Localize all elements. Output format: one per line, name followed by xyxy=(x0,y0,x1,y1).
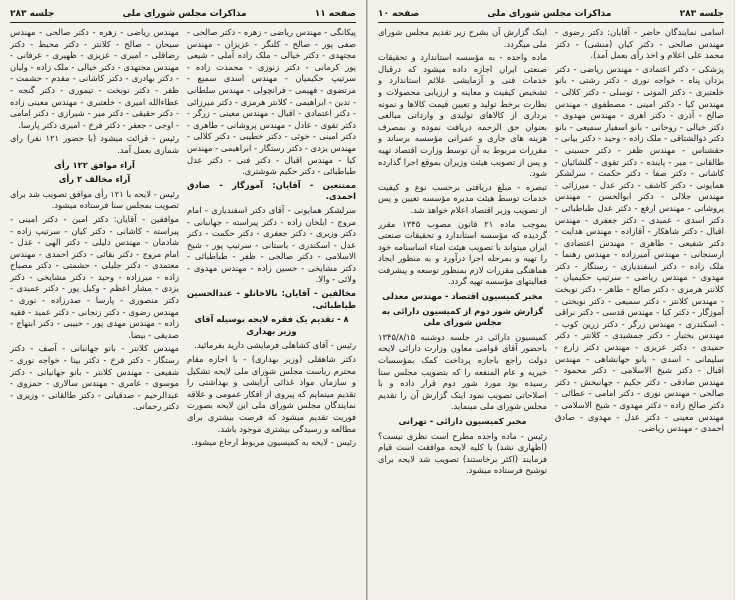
left-page xyxy=(0,0,367,600)
paragraph: مهندس ریاضی - زهره - دکتر صالحی - مهندس سیحان - صالح - کلانتر - دکتر محیط - دکتر رضاقلی - امیری - عزیزی - ظهیری - عرفانی - مهندس مجتهدی - دکتر خیالی - ملک زاده - ولیان - دکتر بهادری - دکتر کاشانی - مقدم - حشمت - ظفر - دکتر نوبخت - تیموری - دکتر گنجه - عطاءالله امیری - خلعتبری - مهندس معینی زاده - دکتر حقیقی - دکتر میر - شیرازی - دکتر امامی - اوجی - جعفر - دکتر فرخ - امیری دکتر پارسا. xyxy=(10,27,179,130)
left-session: جلسه ۲۸۳ xyxy=(10,9,55,19)
paragraph: دکتر شاهقلی (وزیر بهداری) - با اجازه مقام محترم ریاست مجلس شورای ملی لایحه تشکیل و سازمان مواد غذائی آرایشی و بهداشتی را تقدیم مینمایم که پیروی از افکار عمومی و علاقه نمایندگان مجلس شورای ملی این لایحه بصورت فوریت تقدیم میشود که فرصت بیشتری برای مطالعه و رسیدگی بیشتری موجود باشد. xyxy=(187,354,356,434)
right-page-header xyxy=(378,6,724,23)
paragraph: مخبر کمیسیون دارائی - تهرانی xyxy=(398,416,527,426)
right-page-left-column xyxy=(378,27,547,593)
paragraph: رئیس - آقای کشاهلی فرمایشی دارید بفرمائید. xyxy=(194,340,356,351)
paragraph: اسامی نمایندگان حاضر - آقایان: دکتر رضوی - مهندس صالحی - دکتر کیان (منشی) - دکتر محمد علی اعلام و اخذ رأی بعمل آمد). xyxy=(555,27,724,61)
left-page-right-column xyxy=(187,27,356,593)
paragraph: مخبر کمیسیون اقتصاد - مهندس معدلی xyxy=(382,291,543,302)
paragraph: کمیسیون دارائی در جلسه دوشنبه ۱۳۴۵/۸/۱۵ باحضور آقای قوامی معاون وزارت دارائی لایحه دولت راجع باجازه پرداخت کمک بمؤسسات خیریه و عام المنفعه را که بتصویب مجلس سنا رسیده بود مورد شور دوم قرار داده و با اصلاحاتی تصویب نمود اینک گزارش آن را تقدیم مجلس شورای ملی مینماید. xyxy=(378,331,547,412)
right-running-title: مذاکرات مجلس شورای ملی xyxy=(487,9,612,19)
paragraph: موافقین - آقایان: دکتر امین - دکتر امینی - پیراسته - کاشانی - دکتر کیان - سرتیپ زاده - شادمان - مهندس دلیلی - دکتر الهی - عدل - امام مروج - دکتر بقائی - دکتر احمدی - مهندس معتمدی - دکتر جلیلی - حشمتی - دکتر مصباح زاده - میرزاده - وحید - دکتر مشایخی - دکتر یزدی - مشار اعظم - وکیل پور - دکتر عمیدی - دکتر منصوری - پارسا - صدرزاده - نوری - مهندس رضوی - دکتر زنجانی - دکتر عمید - فقیه زاده - مهندس مهدی پور - حبیبی - دکتر ابتهاج - صدیقی - بیضا. xyxy=(10,213,179,340)
right-page-right-column xyxy=(555,27,724,593)
paragraph: ۸ - تقدیم یک فقره لایحه بوسیله آقای وزیر بهداری xyxy=(194,314,349,336)
paragraph: رئیس - قرائت میشود (با حضور ۱۲۱ نفر) رای شماری بعمل آمد. xyxy=(10,133,179,155)
paragraph: ماده واحده - به مؤسسه استاندارد و تحقیقات صنعتی ایران اجازه داده میشود که درقبال خدمات فنی و آزمایشی علائم استاندارد و تشخیص کیفیت و معاینه و ارزیابی محصولات و نظارت برخط تولید و تعیین قیمت کالاها و نمونه برداری از کالاهای تولیدی و وارداتی مبالغی بعنوان حق الزحمه دریافت نموده و بمصرف هزینه های جاری و عمرانی مؤسسه برساند و مقررات مربوط به آن توسط وزارت اقتصاد تهیه و پس از تصویب هیئت وزیران بموقع اجرا گذارده شود. xyxy=(378,52,547,179)
left-page-header xyxy=(10,6,356,23)
right-page-columns xyxy=(378,27,724,593)
paragraph: بموجب ماده ۲۱ قانون مصوب ۱۳۴۵ مقرر گردیده که مؤسسه استاندارد و تحقیقات صنعتی ایران میتواند با تصویب هیئت امناء اساسنامه خود را تهیه و بمرحله اجرا درآورد و به منظور ایجاد هماهنگی مقررات لازم بمنظور توسعه و پیشرفت فعالیتهای مؤسسه تهیه گردد. xyxy=(378,218,547,287)
paragraph: پیکانگی - مهندس ریاضی - زهره - دکتر صالحی - صفی پور - صالح - کلنگر - عزیزان - مهندس مجتهدی - دکتر خیالی - ملک زاده آملی - شیعی پور کرمانی - دکتر زنوزی - محمدت زاده - سرتیپ حکیمیان - مهندس اسدی سمیع - مرتضوی - فهیمی - فرانچولی - مهندس سلطانی - تدین - ابراهیمی - کلانتر هرمزی - دکتر میرزائی - دکتر اعتمادی - اقبال - مهندس معینی - زرگر - دکتر تقوی - عادل - مهندس پروشانی - طاهری - دکتر امینی - خوئی - دکتر خطیبی - دکتر کلالی - مهندس یزدی - دکتر رستگار - ابراهیمی - مهندس کیا - مهندس اقبال - دکتر فنی - دکتر عدل طباطبائی - دکتر حکیم شوشتری. xyxy=(187,27,356,177)
paragraph: پزشکی - دکتر اعتمادی - مهندس ریاضی - دکتر یزدان پناه - خواجه نوری - دکتر رشتی - بانو خلعتبری - دکتر الموتی - توسلی - دکتر کلالی - مهندس کیا - دکتر امینی - مصطفوی - مهندس صالح - آذری - دکتر اهری - مهندس مهدوی - دکتر خیالی - روحانی - بانو اسفیار سمیعی - بانو دکتر ذوالشتاقی - ملک زاده - وحید - دکتر بیانی - حقشناس - مهندس ظفر - دکتر حسینی - طالقانی - میر - پاینده - دکتر تقوی - گلشائیان - کاشانی - دکتر صفا - دکتر حکمت - سرلشکر همایونی - دکتر کاشف - دکتر عدل - میرزائی - مهندس جلالی - دکتر ابوالحسن - مهندس پروشانی - مهندس ارفع - دکتر عدل طباطبائی - دکتر اسدی - عمیدی - دکتر جعفری - مهندس اقبال - دکتر شاهکار - آقازاده - مهندس هدایت - دکتر شفیعی - طاهری - مهندس اعتضادی - ارسنجانی - مهندس آمیرزاده - مهندس رهنما - ملک زاده - دکتر اسفندیاری - رستگار - دکتر مهدوی - مهندس ریاضی - سرتیپ حکیمیان - کلانتر هرمزی - دکتر صالح - طاهر - دکتر نوبخت - مهندس کلانتر - دکتر سمیعی - دکتر نوبختی - آموزگار - دکتر کیا - مهندس قدسی - دکتر نراقی - اسکندری - مهندس زرگر - دکتر زرین کوب - مهندس بختیار - دکتر جمشیدی - کلانتر - دکتر حمیدی - دکتر عزیزی - مهندس دکتر زارع - سلیمانی - اسدی - بانو جهانشاهی - مهندس اقبال - دکتر شیخ الاسلامی - دکتر محمود - مهندس صادقی - دکتر حکیم - جهانبخش - دکتر صالحی - مهندس نوری - دکتر امامی - عطائی - دکتر صالح زاده - دکتر مهدوی - شیخ الاسلامی - مهندس معینی - دکتر عدل - مهدوی - صادق احمدی - مهندس ریاضی. xyxy=(555,63,724,434)
paragraph: مهندس کلانتر - بانو جهانبانی - آصف - دکتر رستگار - دکتر فرخ - دکتر بینا - خواجه نوری - شفیعی - مهندس کلانتر - بانو جهانبانی - دکتر موسوی - عامری - مهندس سالاری - حمزوی - عبدالرحیم - صدقیانی - دکتر طالقانی - وزیری - دکتر رحمانی. xyxy=(10,343,179,412)
left-folio: صفحه ۱۱ xyxy=(314,9,356,19)
left-page-left-column xyxy=(10,27,179,593)
paragraph: اینک گزارش آن بشرح زیر تقدیم مجلس شورای ملی میگردد. xyxy=(378,27,547,49)
paragraph: رئیس - لایحه با ۱۲۱ رأی موافق تصویب شد برای تصویب بمجلس سنا فرستاده میشود. xyxy=(10,188,179,211)
paragraph: سرلشکر همایونی - آقای دکتر اسفندیاری - امام مروج - ایلخان زاده - دکتر پیراسته - جهانبانی - دکتر وزیری - دکتر جعفری - دکتر حکمت - دکتر عدل - اسکندری - باستانی - سرتیپ پور - شیخ الاسلامی - دکتر صالحی - ظفر - طباطبائی - دکتر مشایخی - حسین زاده - مهندس مهدوی - ولائی - والا. xyxy=(187,204,356,285)
paragraph: مخالفین - آقایان: بالاخانلو - عبدالحسین طباطبائی. xyxy=(187,288,356,310)
paragraph: گزارش شور دوم از کمیسیون دارائی به مجلس شورای ملی xyxy=(381,305,544,328)
left-page-columns xyxy=(10,27,356,593)
paragraph: رئیس - لایحه به کمیسیون مربوط ارجاع میشود. xyxy=(191,437,356,448)
paragraph: آراء مخالف ۲ رأی xyxy=(58,174,131,185)
right-folio: صفحه ۱۰ xyxy=(378,9,420,19)
right-page xyxy=(367,0,734,600)
paragraph: رئیس - ماده واحده مطرح است نظری نیست؟ (اظهاری نشد) با کلیه لایحه موافقت است قیام فرمایند (اکثر برخاستند) تصویب شد لایحه برای توشیح فرستاده میشود. xyxy=(378,430,547,476)
right-session: جلسه ۲۸۳ xyxy=(679,9,724,19)
paragraph: تبصره - مبلغ دریافتی برحسب نوع و کیفیت خدمات توسط هیئت مدیره مؤسسه تعیین و پس از تصویب وزیر اقتصاد اعلام خواهد شد. xyxy=(378,181,547,215)
left-running-title: مذاکرات مجلس شورای ملی xyxy=(122,9,247,19)
paragraph: آراء موافق ۱۲۲ رأی xyxy=(54,159,135,170)
paragraph: ممتنعین - آقایان: آموزگار - صادق احمدی. xyxy=(187,179,356,202)
